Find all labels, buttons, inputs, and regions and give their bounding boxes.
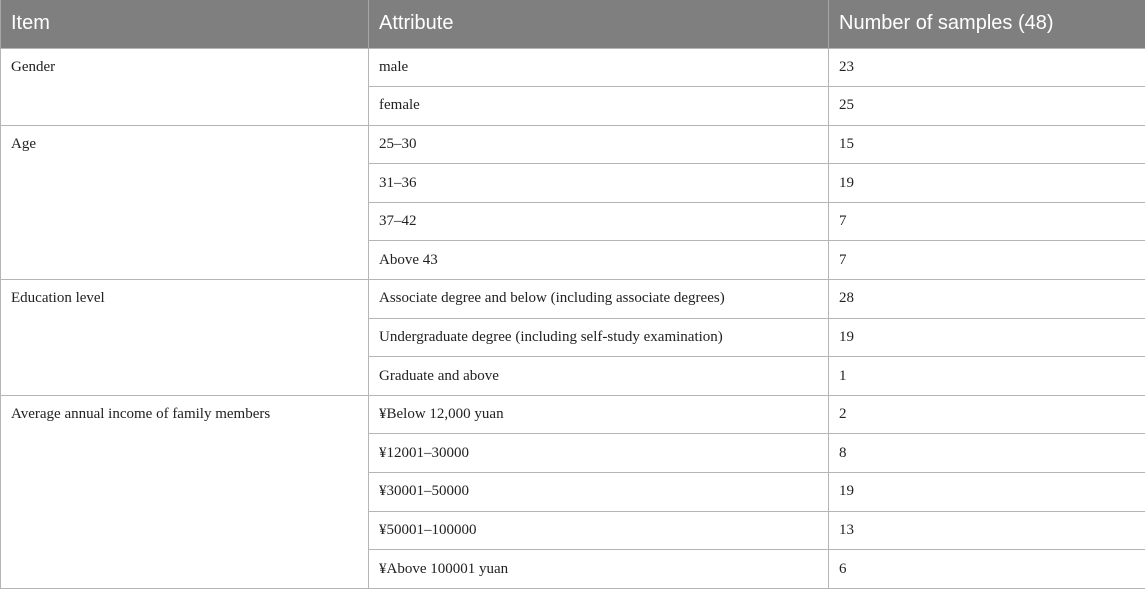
- count-cell: 7: [829, 202, 1145, 241]
- attribute-cell: Undergraduate degree (including self-study examination): [369, 318, 829, 357]
- table-row: [1, 280, 1145, 319]
- count-cell: 13: [829, 511, 1145, 550]
- header-samples: Number of samples (48): [829, 0, 1145, 48]
- attribute-cell: Graduate and above: [369, 357, 829, 396]
- attribute-cell: 37–42: [369, 202, 829, 241]
- count-cell: 6: [829, 550, 1145, 589]
- count-cell: 8: [829, 434, 1145, 473]
- item-cell-income: Average annual income of family members: [1, 395, 369, 588]
- attribute-cell: male: [369, 48, 829, 87]
- count-cell: 19: [829, 318, 1145, 357]
- count-cell: 28: [829, 280, 1145, 319]
- attribute-cell: ¥12001–30000: [369, 434, 829, 473]
- count-cell: 19: [829, 473, 1145, 512]
- table-row: [1, 48, 1145, 87]
- table-row: [1, 395, 1145, 434]
- count-cell: 1: [829, 357, 1145, 396]
- count-cell: 2: [829, 395, 1145, 434]
- attribute-cell: Above 43: [369, 241, 829, 280]
- header-attribute: Attribute: [369, 0, 829, 48]
- item-cell-education: Education level: [1, 280, 369, 396]
- count-cell: 7: [829, 241, 1145, 280]
- attribute-cell: ¥Below 12,000 yuan: [369, 395, 829, 434]
- header-row: [1, 0, 1145, 48]
- attribute-cell: ¥30001–50000: [369, 473, 829, 512]
- count-cell: 19: [829, 164, 1145, 203]
- attribute-cell: 25–30: [369, 125, 829, 164]
- table-row: [1, 125, 1145, 164]
- attribute-cell: female: [369, 87, 829, 126]
- item-cell-age: Age: [1, 125, 369, 279]
- attribute-cell: ¥50001–100000: [369, 511, 829, 550]
- count-cell: 25: [829, 87, 1145, 126]
- count-cell: 23: [829, 48, 1145, 87]
- attribute-cell: 31–36: [369, 164, 829, 203]
- attribute-cell: Associate degree and below (including associate degrees): [369, 280, 829, 319]
- attribute-cell: ¥Above 100001 yuan: [369, 550, 829, 589]
- item-cell-gender: Gender: [1, 48, 369, 125]
- count-cell: 15: [829, 125, 1145, 164]
- header-item: Item: [1, 0, 369, 48]
